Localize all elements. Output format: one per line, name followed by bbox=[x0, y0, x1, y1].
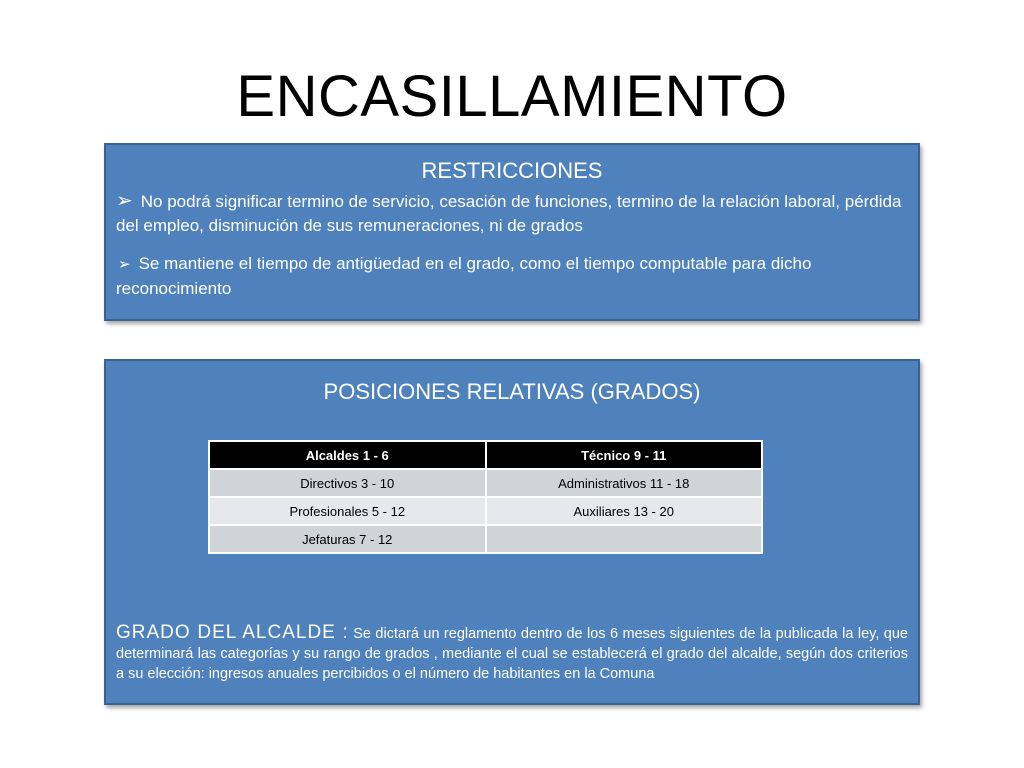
arrow-bullet-icon: ➢ bbox=[116, 190, 133, 212]
table-cell: Jefaturas 7 - 12 bbox=[209, 525, 486, 553]
table-header-cell: Alcaldes 1 - 6 bbox=[209, 441, 486, 469]
restricciones-box bbox=[104, 143, 920, 321]
posiciones-box bbox=[104, 359, 920, 705]
table-cell bbox=[486, 525, 763, 553]
restriccion-text-1: No podrá significar termino de servicio, cesación de funciones, termino de la relación laboral, pérdida del empleo, disminución de sus remuneraciones, ni de grados bbox=[116, 192, 902, 235]
table-header-cell: Técnico 9 - 11 bbox=[486, 441, 763, 469]
table-cell: Directivos 3 - 10 bbox=[209, 469, 486, 497]
table-row bbox=[209, 469, 762, 497]
table-row bbox=[209, 525, 762, 553]
table-cell: Administrativos 11 - 18 bbox=[486, 469, 763, 497]
table-cell: Auxiliares 13 - 20 bbox=[486, 497, 763, 525]
table-row bbox=[209, 497, 762, 525]
posiciones-heading: POSICIONES RELATIVAS (GRADOS) bbox=[323, 379, 701, 404]
table-cell: Profesionales 5 - 12 bbox=[209, 497, 486, 525]
restriccion-bullet-2 bbox=[116, 252, 908, 301]
grado-alcalde-text: Se dictará un reglamento dentro de los 6 meses siguientes de la publicada la ley, que determinará las categorías y su rango de grados , mediante el cual se establecerá el grado del alcalde, según dos criterios a su elección: ingresos anuales percibidos o el número de habitantes en la Comuna bbox=[116, 626, 908, 682]
restriccion-bullet-1 bbox=[116, 189, 908, 238]
table-header-row bbox=[209, 441, 762, 469]
restricciones-heading: RESTRICCIONES bbox=[421, 158, 603, 183]
arrow-bullet-icon: ➢ bbox=[118, 256, 131, 273]
restriccion-text-2: Se mantiene el tiempo de antigüedad en el grado, como el tiempo computable para dicho reconocimiento bbox=[116, 254, 812, 298]
grado-alcalde-lead: GRADO DEL ALCALDE : bbox=[116, 622, 349, 643]
slide-title: ENCASILLAMIENTO bbox=[236, 64, 788, 129]
grades-table bbox=[208, 440, 763, 554]
grado-alcalde-paragraph bbox=[116, 623, 908, 684]
